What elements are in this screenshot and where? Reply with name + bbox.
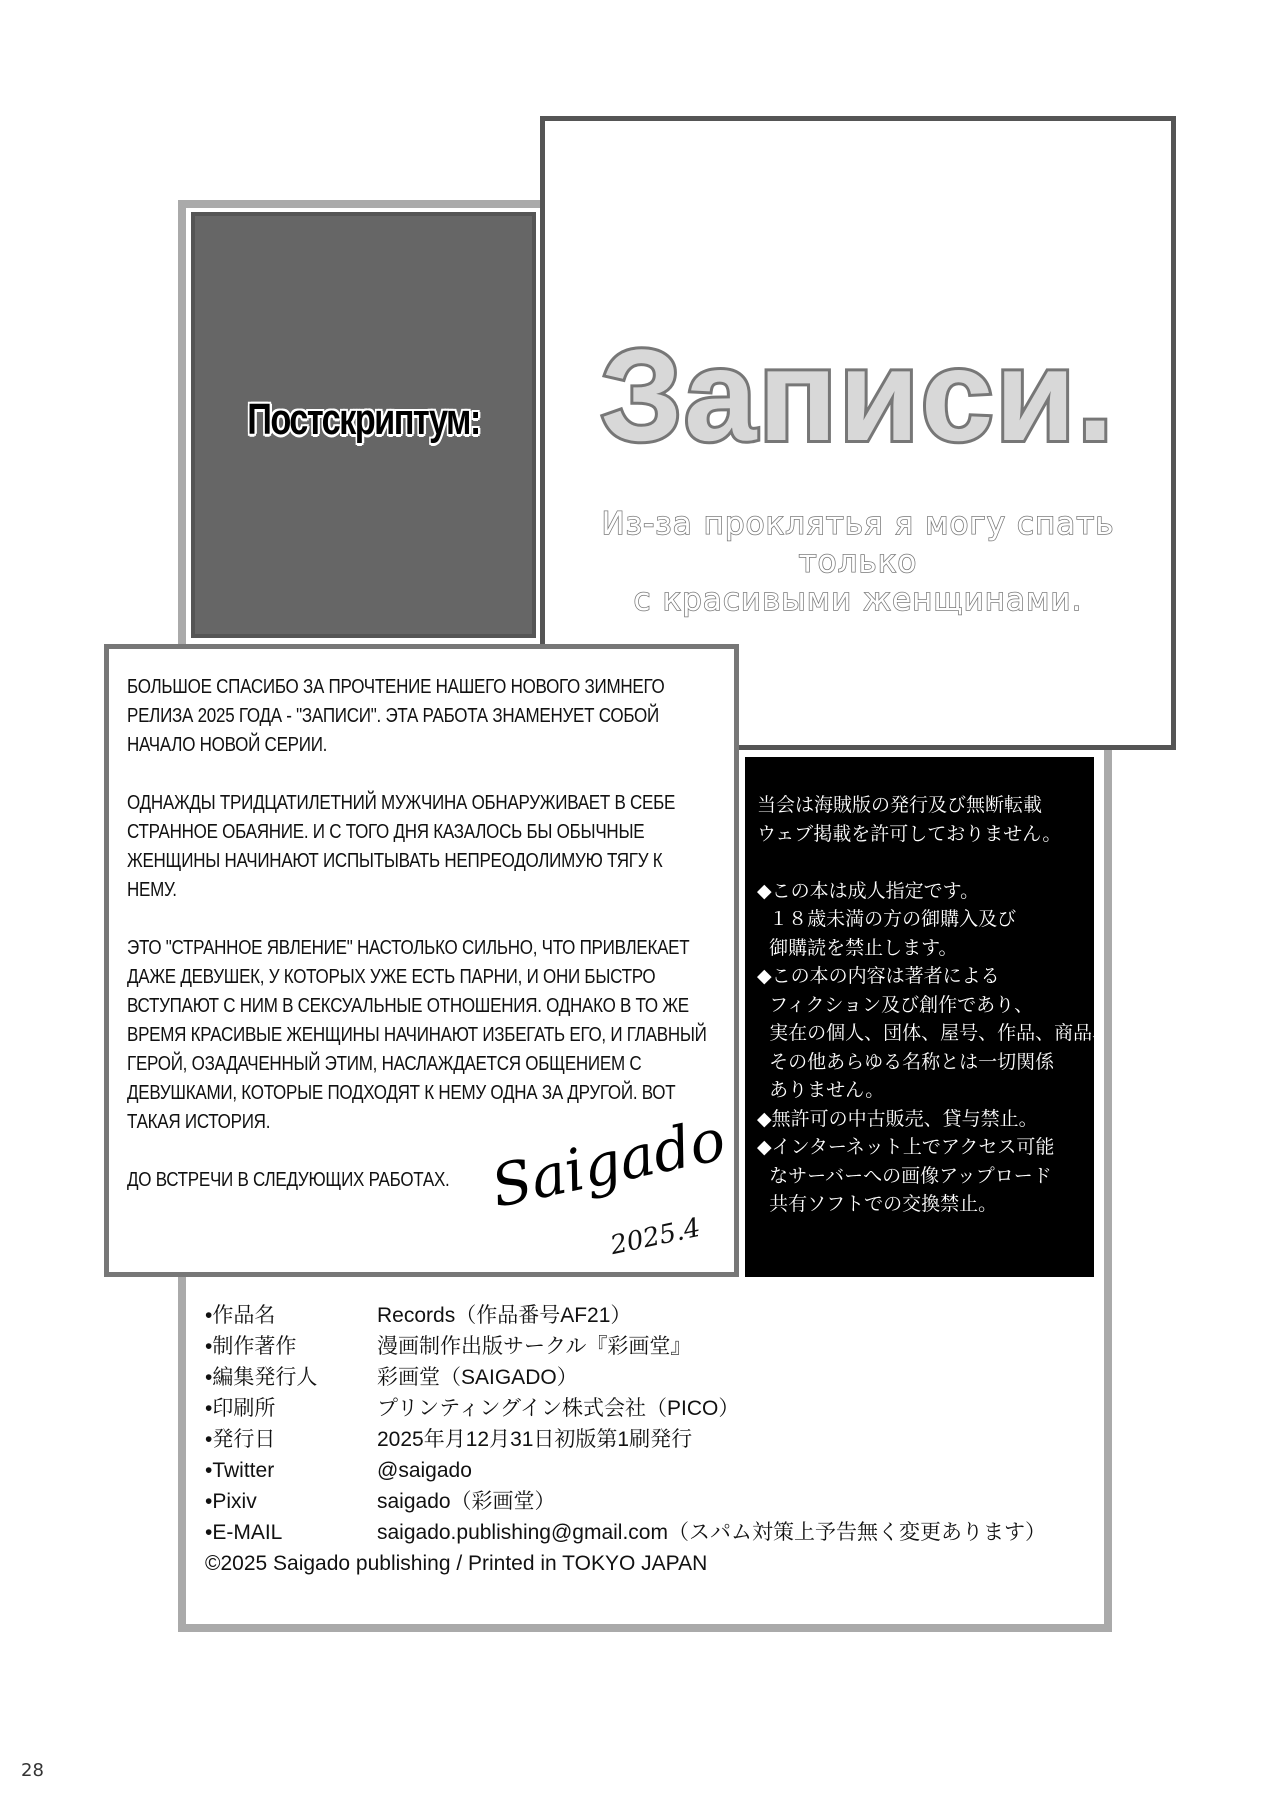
colophon-row (205, 1300, 1046, 1331)
colophon-row (205, 1486, 1046, 1517)
notice-line: ウェブ掲載を許可しておりません。 (757, 822, 1062, 845)
colophon-row (205, 1362, 1046, 1393)
notice-line: 御購読を禁止します。 (757, 936, 958, 959)
colophon-value: saigado（彩画堂） (377, 1490, 556, 1513)
colophon-label: •Twitter (205, 1459, 275, 1482)
colophon-value: saigado.publishing@gmail.com（スパム対策上予告無く変更あります） (377, 1521, 1046, 1544)
notice-line: 共有ソフトでの交換禁止。 (757, 1193, 998, 1215)
notice-line: なサーバーへの画像アップロード (757, 1164, 1052, 1187)
notice-line: ◆この本の内容は著者による (757, 965, 1000, 987)
notice-line: ◆インターネット上でアクセス可能 (757, 1136, 1055, 1158)
afterword-paragraph: ДО ВСТРЕЧИ В СЛЕДУЮЩИХ РАБОТАХ. (127, 1169, 450, 1191)
colophon-label: •E-MAIL (205, 1521, 283, 1544)
colophon-label: •制作著作 (205, 1335, 297, 1358)
colophon-value: プリンティングイン株式会社（PICO） (377, 1397, 740, 1420)
colophon-row (205, 1393, 1046, 1424)
notice-line: 当会は海賊版の発行及び無断転載 (757, 794, 1043, 816)
subtitle-line: с красивыми женщинами. (633, 582, 1083, 618)
colophon-label: •印刷所 (205, 1397, 276, 1420)
colophon-label: •編集発行人 (205, 1366, 318, 1389)
colophon-row (205, 1331, 1046, 1362)
copyright: ©2025 Saigado publishing / Printed in TOKYO JAPAN (205, 1552, 708, 1575)
colophon-label: •Pixiv (205, 1490, 257, 1513)
legal-notice-text (757, 791, 1112, 1219)
colophon-value: 2025年月12月31日初版第1刷発行 (377, 1428, 693, 1451)
colophon-row (205, 1517, 1046, 1548)
notice-line (757, 848, 1084, 877)
book-title: Записи. (600, 322, 1116, 468)
colophon-row (205, 1424, 1046, 1455)
notice-line: その他あらゆる名称とは一切関係 (757, 1050, 1055, 1073)
page-number: 28 (21, 1760, 44, 1781)
signature-date: 2025.4 (607, 1212, 704, 1262)
notice-line: ◆無許可の中古販売、貸与禁止。 (757, 1107, 1038, 1130)
notice-line: １８歳未満の方の御購入及び (757, 908, 1017, 930)
postscript-label: Постскриптум: (247, 395, 480, 444)
colophon-label: •作品名 (205, 1304, 276, 1327)
notice-line: フィクション及び創作であり、 (757, 993, 1034, 1016)
notice-line: ◆この本は成人指定です。 (757, 879, 980, 902)
author-signature: Saigado (485, 1105, 732, 1221)
book-subtitle (540, 505, 1176, 619)
afterword-paragraph: ОДНАЖДЫ ТРИДЦАТИЛЕТНИЙ МУЖЧИНА ОБНАРУЖИВАЕТ В СЕБЕ СТРАННОЕ ОБАЯНИЕ. И С ТОГО ДНЯ КАЗАЛОСЬ БЫ ОБЫЧНЫЕ ЖЕНЩИНЫ НАЧИНАЮТ ИСПЫТЫВАТЬ НЕПРЕОДОЛИМУЮ ТЯГУ К НЕМУ. (127, 792, 676, 901)
colophon-value: 彩画堂（SAIGADO） (377, 1366, 578, 1389)
afterword-paragraph: БОЛЬШОЕ СПАСИБО ЗА ПРОЧТЕНИЕ НАШЕГО НОВОГО ЗИМНЕГО РЕЛИЗА 2025 ГОДА - "ЗАПИСИ". ЭТА РАБОТА ЗНАМЕНУЕТ СОБОЙ НАЧАЛО НОВОЙ СЕРИИ. (127, 676, 665, 756)
colophon-label: •発行日 (205, 1428, 276, 1451)
notice-line: 実在の個人、団体、屋号、作品、商品、 (757, 1022, 1112, 1044)
colophon-value: Records（作品番号AF21） (377, 1304, 632, 1327)
colophon-value: 漫画制作出版サークル『彩画堂』 (377, 1335, 692, 1358)
colophon-value: @saigado (377, 1459, 472, 1482)
afterword-paragraph: ЭТО "СТРАННОЕ ЯВЛЕНИЕ" НАСТОЛЬКО СИЛЬНО, ЧТО ПРИВЛЕКАЕТ ДАЖЕ ДЕВУШЕК, У КОТОРЫХ УЖЕ ЕСТЬ ПАРНИ, И ОНИ БЫСТРО ВСТУПАЮТ С НИМ В СЕКСУАЛЬНЫЕ ОТНОШЕНИЯ. ОДНАКО В ТО ЖЕ ВРЕМЯ КРАСИВЫЕ ЖЕНЩИНЫ НАЧИНАЮТ ИЗБЕГАТЬ ЕГО, И ГЛАВНЫЙ ГЕРОЙ, ОЗАДАЧЕННЫЙ ЭТИМ, НАСЛАЖДАЕТСЯ ОБЩЕНИЕМ С ДЕВУШКАМИ, КОТОРЫЕ ПОДХОДЯТ К НЕМУ ОДНА ЗА ДРУГОЙ. ВОТ ТАКАЯ ИСТОРИЯ. (127, 937, 707, 1133)
colophon (205, 1300, 1046, 1579)
colophon-row (205, 1455, 1046, 1486)
notice-line: ありません。 (757, 1079, 885, 1101)
legal-notice-panel (745, 757, 1112, 1277)
subtitle-line: Из-за проклятья я могу спать только (601, 506, 1115, 580)
